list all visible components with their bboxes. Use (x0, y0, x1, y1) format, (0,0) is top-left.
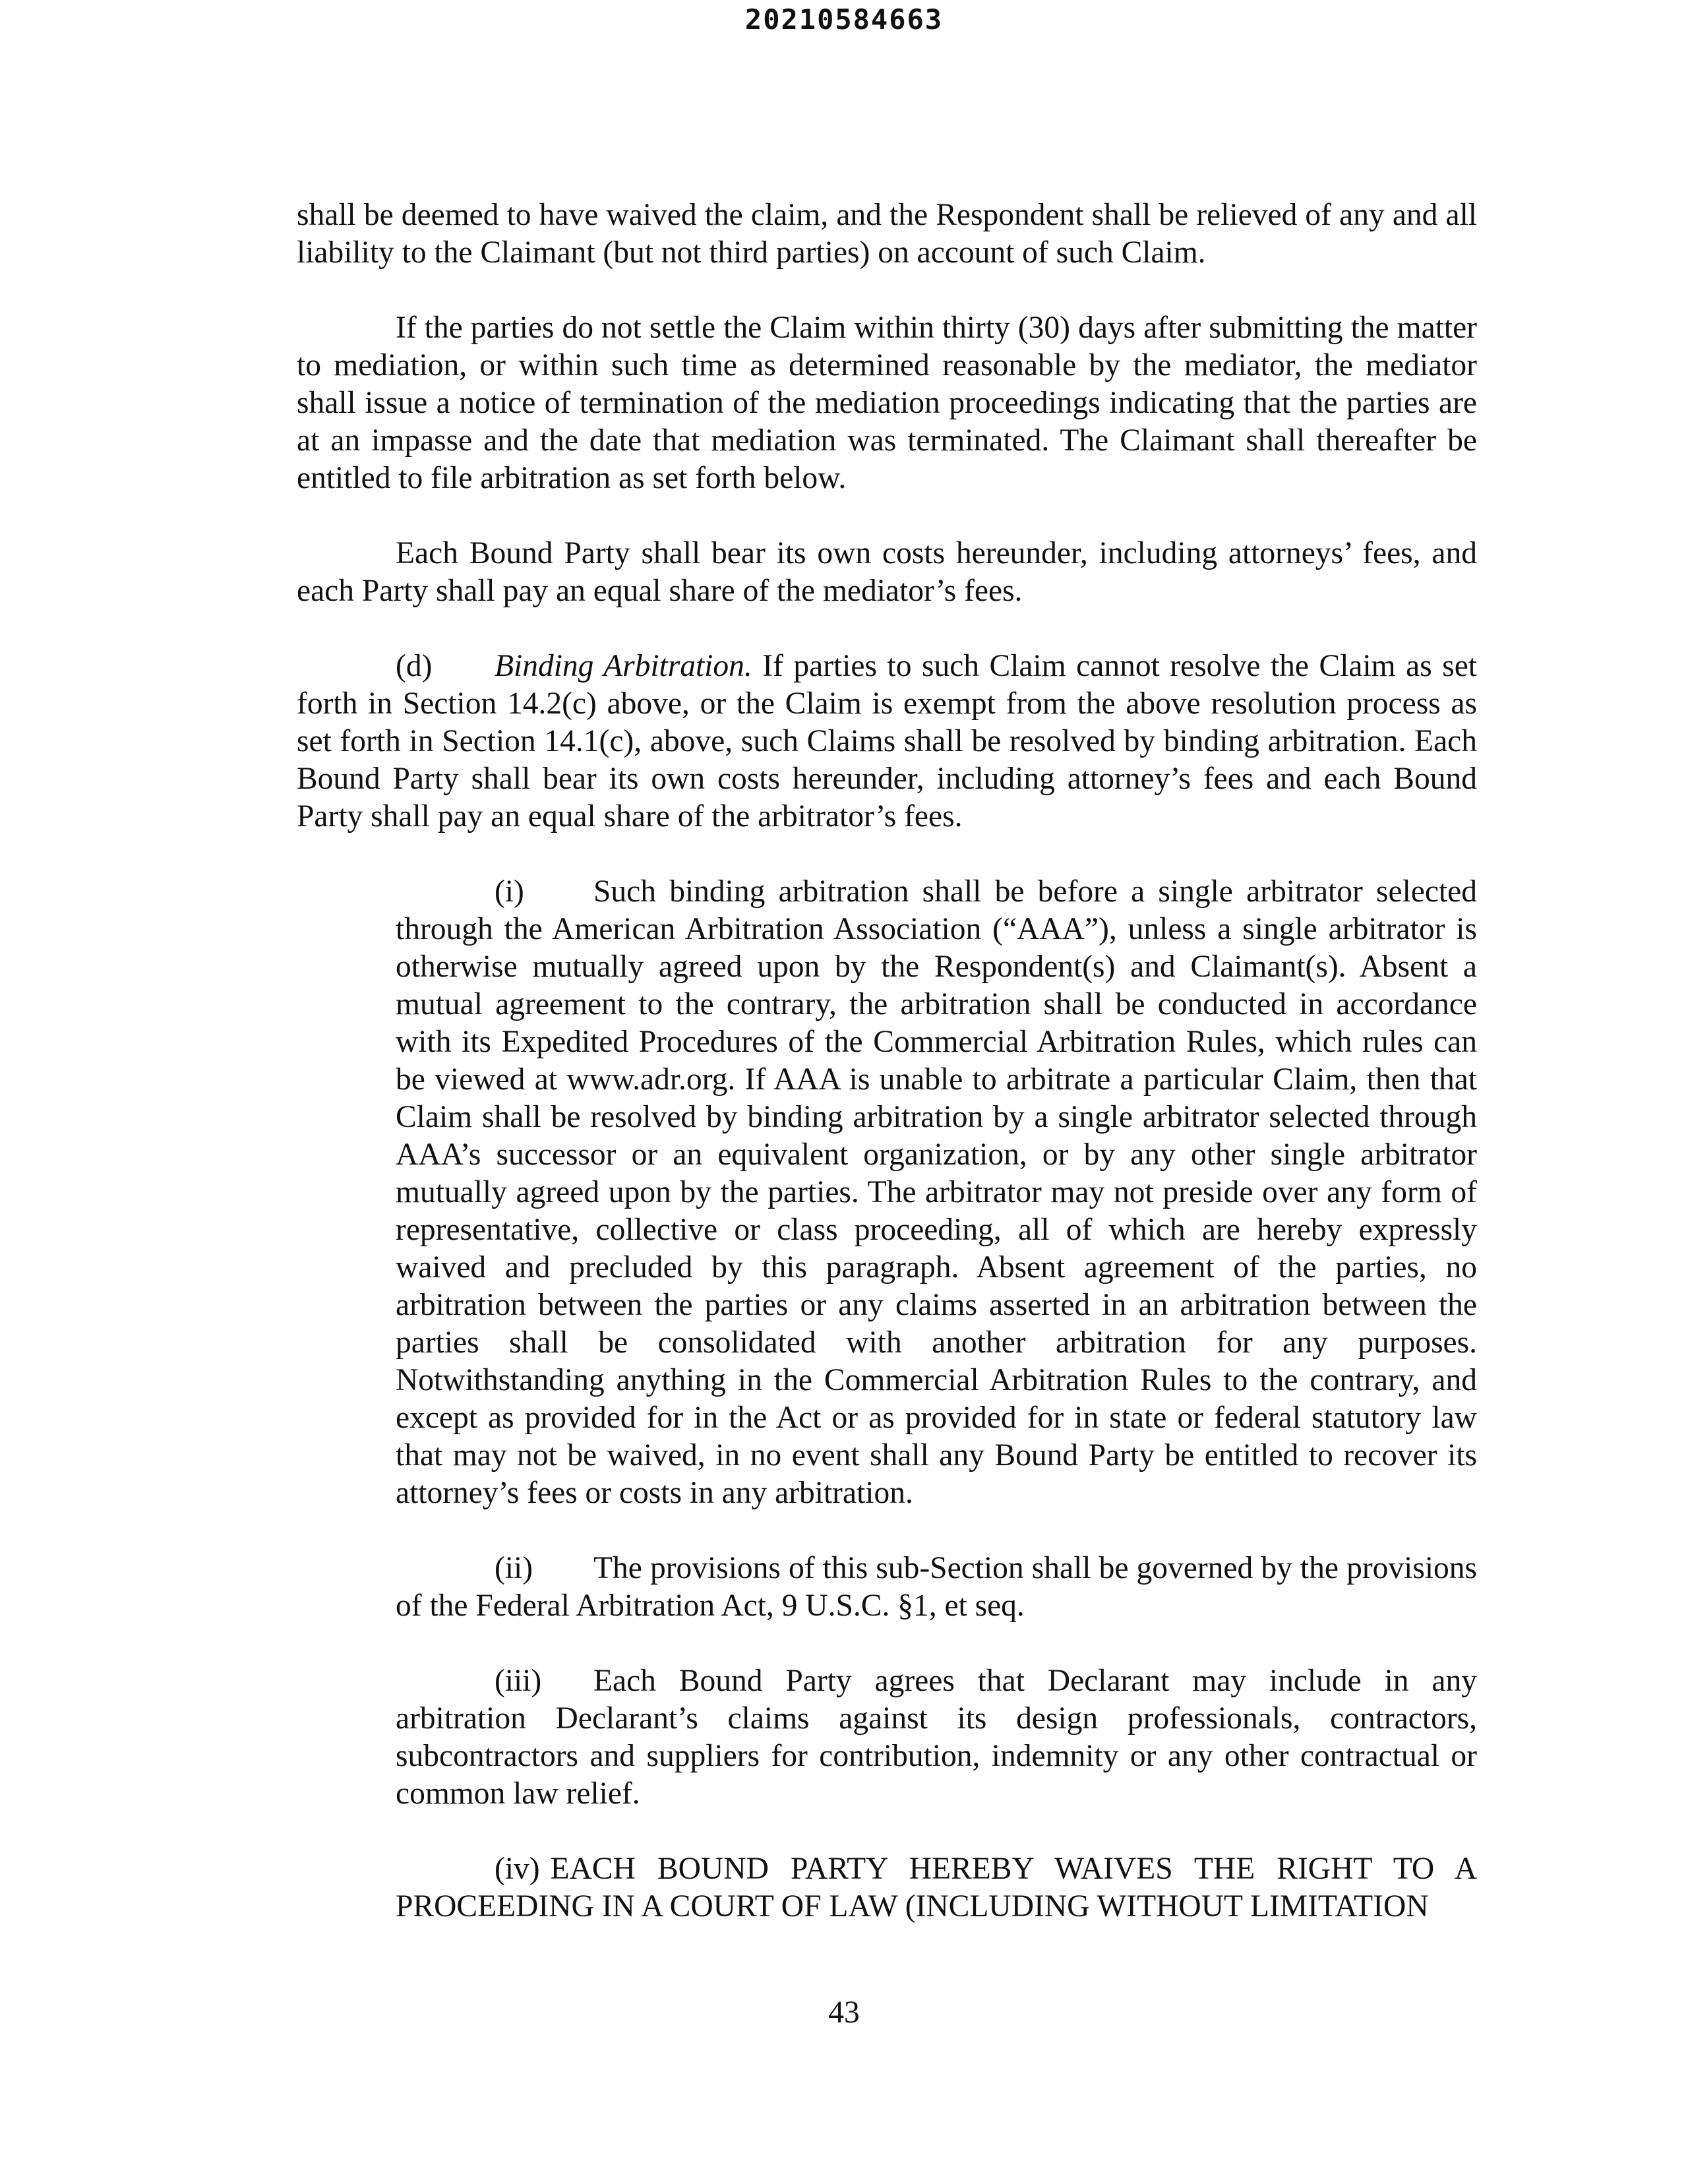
section-d-binding-arbitration (297, 648, 1477, 835)
section-d-label: (d) (396, 649, 433, 683)
section-d-title: Binding Arbitration. (495, 649, 752, 683)
item-i-label: (i) (495, 874, 524, 909)
paragraph-mediation-costs: Each Bound Party shall bear its own costs hereunder, including attorneys’ fees, and each Party shall pay an equal share of the mediator’s fees. (297, 536, 1477, 608)
item-i-text: Such binding arbitration shall be before a single arbitrator selected through the American Arbitration Association (“AAA”), unless a single arbitrator is otherwise mutually agreed upon by the Respondent(s) and Claimant(s). Absent a mutual agreement to the contrary, the arbitration shall be conducted in accordance with its Expedited Procedures of the Commercial Arbitration Rules, which rules can be viewed at www.adr.org. If AAA is unable to arbitrate a particular Claim, then that Claim shall be resolved by binding arbitration by a single arbitrator selected through AAA’s successor or an equivalent organization, or by any other single arbitrator mutually agreed upon by the parties. The arbitrator may not preside over any form of representative, collective or class proceeding, all of which are hereby expressly waived and precluded by this paragraph. Absent agreement of the parties, no arbitration between the parties or any claims asserted in an arbitration between the parties shall be consolidated with another arbitration for any purposes. Notwithstanding anything in the Commercial Arbitration Rules to the contrary, and except as provided for in the Act or as provided for in state or federal statutory law that may not be waived, in no event shall any Bound Party be entitled to recover its attorney’s fees or costs in any arbitration. (396, 874, 1477, 1510)
item-ii-text: The provisions of this sub-Section shall be governed by the provisions of the Federal Arbitration Act, 9 U.S.C. §1, et seq. (396, 1551, 1477, 1623)
item-iii-label: (iii) (495, 1664, 542, 1698)
item-ii-federal-arbitration-act (396, 1550, 1477, 1625)
item-iv-label: (iv) (495, 1852, 540, 1886)
paragraph-waiver-continuation: shall be deemed to have waived the claim, and the Respondent shall be relieved of any and all liability to the Claimant (but not third parties) on account of such Claim. (297, 198, 1477, 270)
item-ii-label: (ii) (495, 1551, 533, 1585)
item-iii-declarant-claims (396, 1662, 1477, 1813)
item-iv-jury-waiver (396, 1850, 1477, 1926)
document-body (297, 197, 1477, 1963)
page-number: 43 (828, 1995, 860, 2030)
item-i-arbitrator-selection (396, 873, 1477, 1512)
paragraph-mediation-settlement: If the parties do not settle the Claim within thirty (30) days after submitting the matter to mediation, or within such time as determined reasonable by the mediator, the mediator shall issue a notice of termination of the mediation proceedings indicating that the parties are at an impasse and the date that mediation was terminated. The Claimant shall thereafter be entitled to file arbitration as set forth below. (297, 311, 1477, 495)
document-number: 20210584663 (744, 3, 944, 36)
item-iv-text: EACH BOUND PARTY HEREBY WAIVES THE RIGHT TO A PROCEEDING IN A COURT OF LAW (INCLUDING WITHOUT LIMITATION (396, 1852, 1477, 1924)
section-d-text: If parties to such Claim cannot resolve the Claim as set forth in Section 14.2(c) above, or the Claim is exempt from the above resolution process as set forth in Section 14.1(c), above, such Claims shall be resolved by binding arbitration. Each Bound Party shall bear its own costs hereunder, including attorney’s fees and each Bound Party shall pay an equal share of the arbitrator’s fees. (297, 649, 1477, 834)
item-iii-text: Each Bound Party agrees that Declarant may include in any arbitration Declarant’s claims against its design professionals, contractors, subcontractors and suppliers for contribution, indemnity or any other contractual or common law relief. (396, 1664, 1477, 1811)
